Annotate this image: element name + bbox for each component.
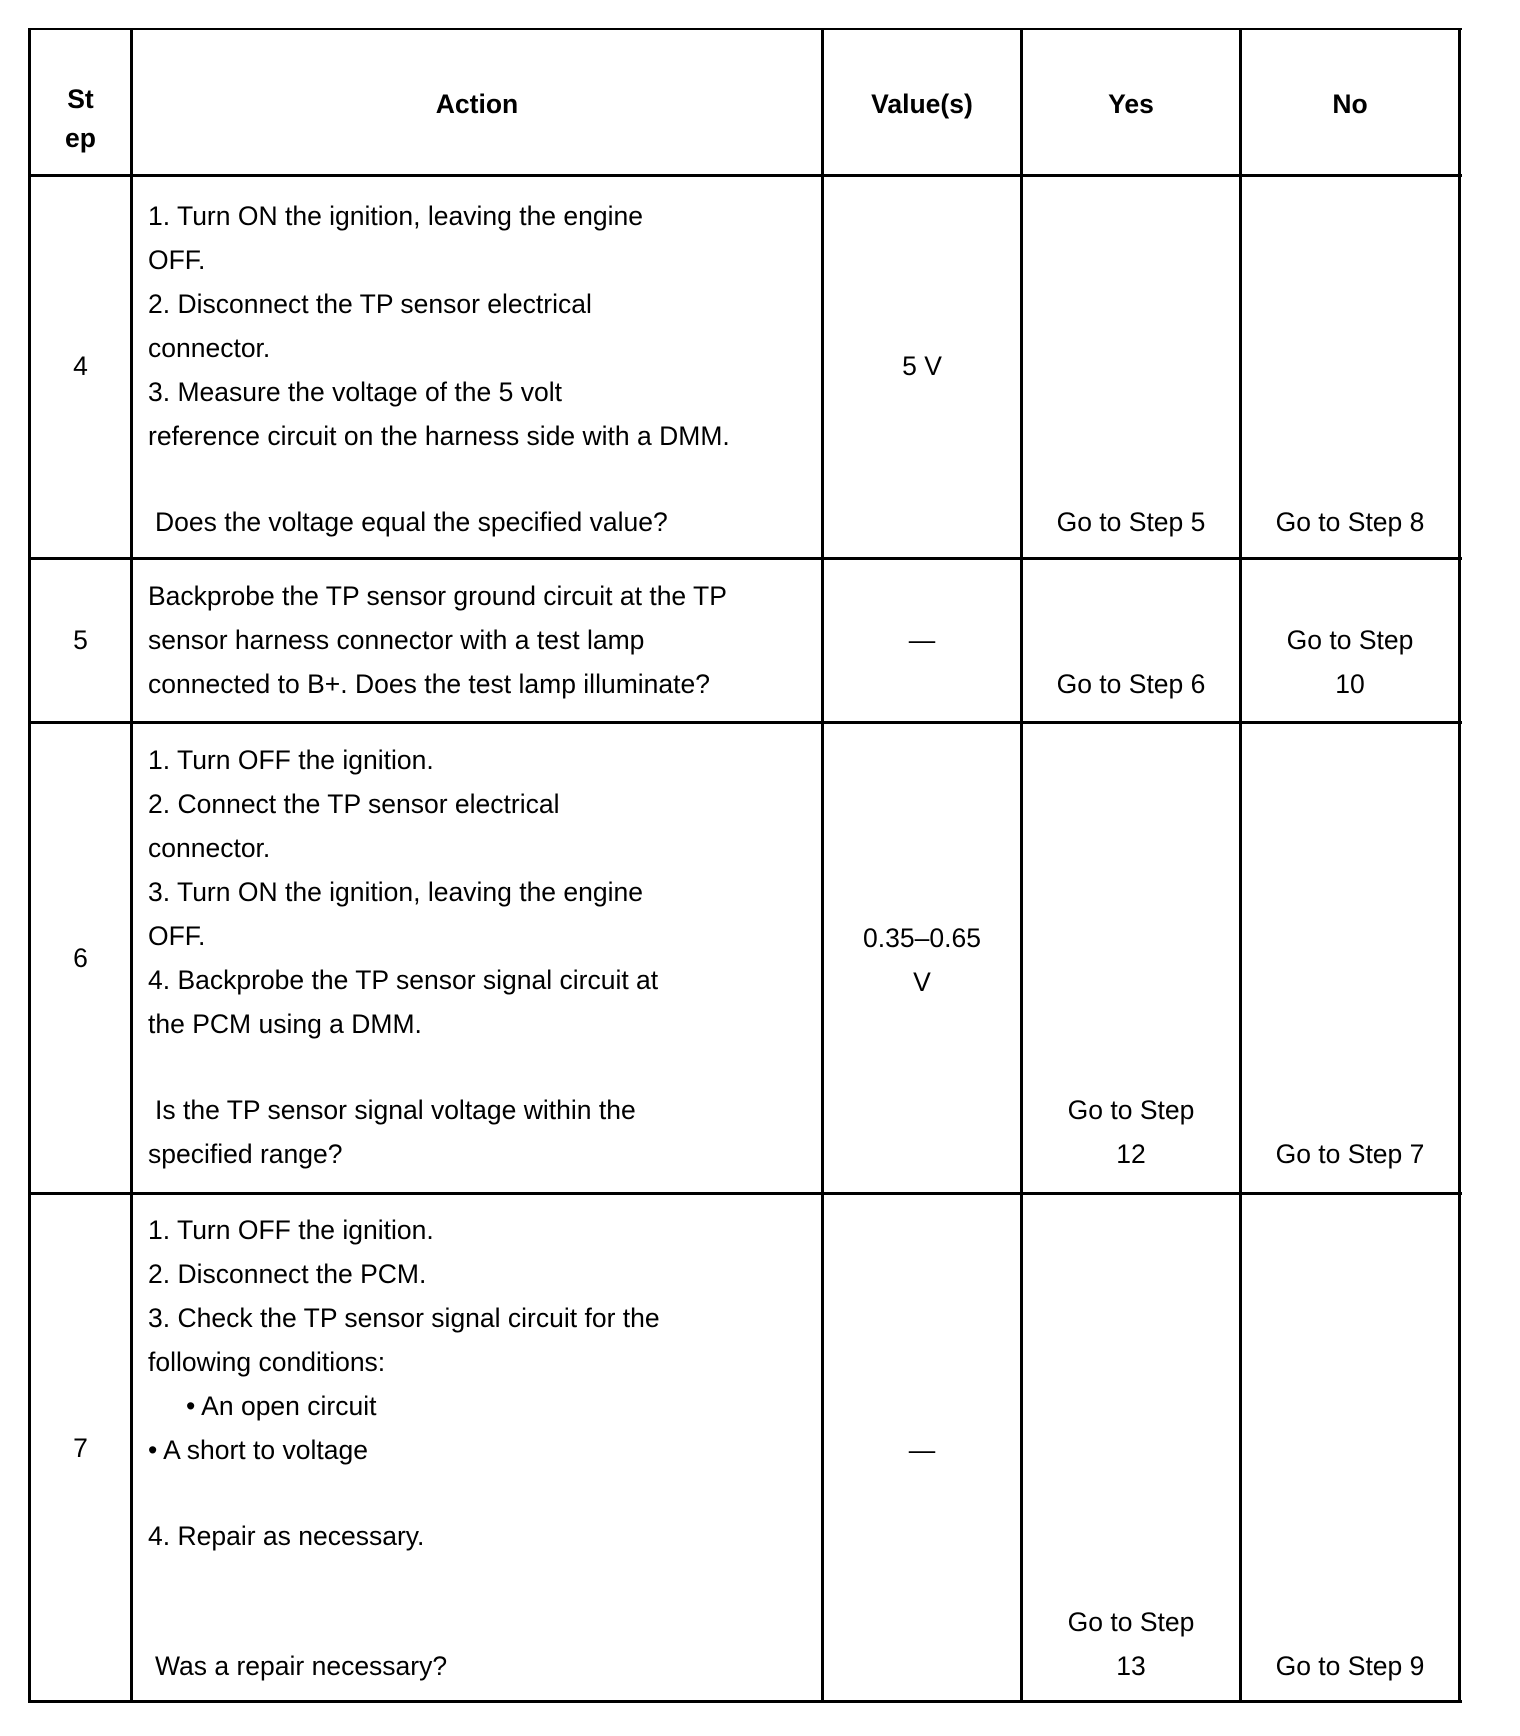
diagnostic-table: St ep Action Value(s) Yes No 4 1. Turn ON the ignition, leaving the engine OFF. 2. Disconnect the TP sensor electrical connector. 3. Measure the voltage of the 5 volt reference circuit on the harness side with a DMM. Does the voltage equal the specified value? 5 V Go to Step 5 Go to Step 8 5 Backprobe the TP sensor ground circuit at the TP sensor harness connector with a test lamp connected to B+. Does the test lamp illuminate? — Go to Step 6 Go to Step 10 6 1. Turn OFF the ignition. 2. Connect the TP sensor electrical connector. 3. Turn ON the ignition, leaving the engine OFF. 4. Backprobe the TP sensor signal circuit at the PCM using a DMM. Is the TP sensor signal voltage within the specified range? 0.35–0.65 V Go to Step 12 Go to Step 7 7 1. Turn OFF the ignition. 2. Disconnect the PCM. 3. Check the TP sensor signal circuit for the following conditions: • An open circuit • A short to voltage 4. Repair as necessary. Was a repair necessary? — Go to Step 13 Go to Step 9 bbox=[28, 28, 1462, 1704]
value-cell: 5 V bbox=[902, 351, 942, 381]
row-divider bbox=[28, 1192, 1462, 1195]
value-cell: — bbox=[908, 625, 936, 655]
yes-cell: Go to Step 6 bbox=[1056, 669, 1206, 699]
no-cell: Go to Step 7 bbox=[1275, 1139, 1425, 1169]
step-number: 6 bbox=[73, 943, 88, 973]
column-divider bbox=[130, 28, 133, 1703]
yes-cell: Go to Step 12 bbox=[1067, 1095, 1195, 1169]
no-cell: Go to Step 9 bbox=[1275, 1651, 1425, 1681]
table-border-bottom bbox=[28, 1700, 1462, 1703]
step-number: 4 bbox=[73, 351, 88, 381]
table-border-top bbox=[28, 28, 1462, 30]
table-border-right bbox=[1458, 28, 1461, 1703]
step-number: 5 bbox=[73, 625, 88, 655]
column-divider bbox=[1020, 28, 1023, 1703]
value-cell: 0.35–0.65 V bbox=[863, 923, 981, 997]
header-divider bbox=[28, 174, 1462, 177]
column-divider bbox=[1239, 28, 1242, 1703]
yes-cell: Go to Step 13 bbox=[1067, 1607, 1195, 1681]
header-yes: Yes bbox=[1108, 89, 1154, 119]
row-divider bbox=[28, 557, 1462, 560]
value-cell: — bbox=[908, 1435, 936, 1465]
no-cell: Go to Step 8 bbox=[1275, 507, 1425, 537]
header-action: Action bbox=[435, 89, 519, 119]
header-no: No bbox=[1332, 89, 1368, 119]
no-cell: Go to Step 10 bbox=[1286, 625, 1414, 699]
header-values: Value(s) bbox=[871, 89, 973, 119]
yes-cell: Go to Step 5 bbox=[1056, 507, 1206, 537]
step-number: 7 bbox=[73, 1433, 88, 1463]
row-divider bbox=[28, 721, 1462, 724]
header-step: St ep bbox=[65, 84, 96, 153]
